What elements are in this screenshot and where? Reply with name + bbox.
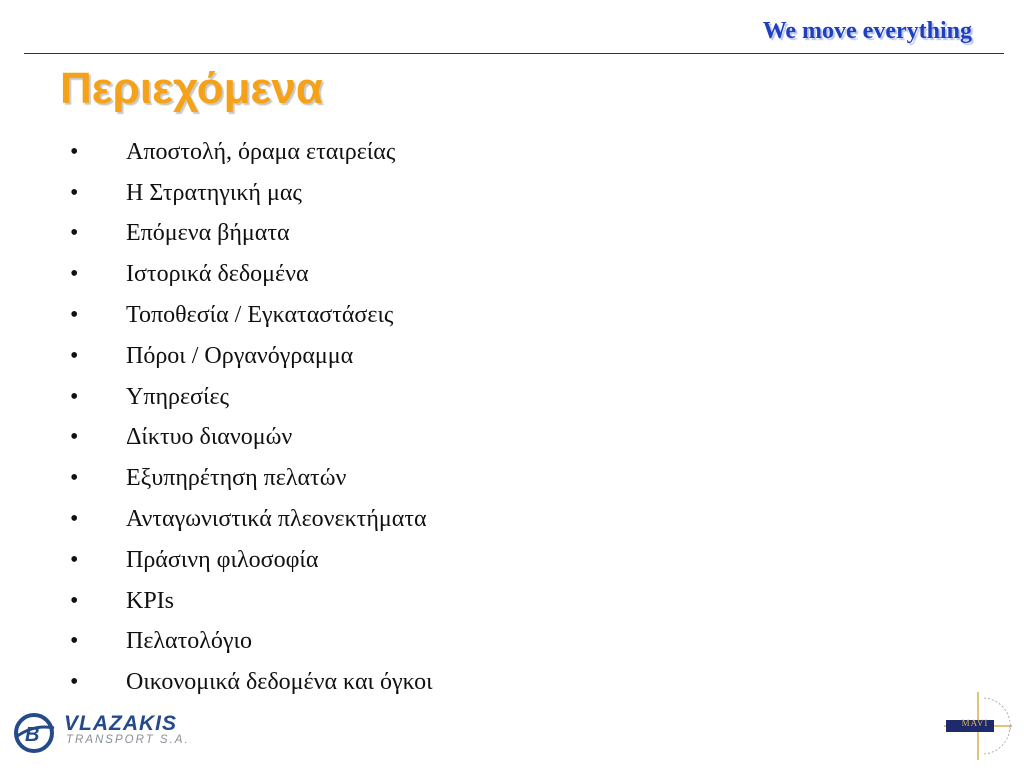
list-item (70, 173, 433, 214)
list-item (70, 499, 433, 540)
partner-logo-name: MAVI (961, 718, 989, 728)
bullet-icon: • (70, 179, 79, 206)
list-item-label: Ανταγωνιστικά πλεονεκτήματα (126, 506, 427, 533)
list-item (70, 662, 433, 703)
list-item-label: Υπηρεσίες (126, 383, 230, 410)
list-item-label: Τοποθεσία / Εγκαταστάσεις (126, 302, 394, 329)
list-item (70, 540, 433, 581)
list-item (70, 377, 433, 418)
list-item (70, 622, 433, 663)
company-logo-subtitle: TRANSPORT S.A. (66, 734, 190, 746)
list-item (70, 418, 433, 459)
vlazakis-logo (12, 708, 212, 758)
bullet-icon: • (70, 424, 79, 451)
bullet-icon: • (70, 546, 79, 573)
list-item-label: Εξυπηρέτηση πελατών (126, 465, 347, 492)
bullet-icon: • (70, 587, 79, 614)
list-item-label: Πελατολόγιο (126, 628, 252, 655)
list-item-label: Αποστολή, όραμα εταιρείας (126, 138, 396, 165)
company-tagline: We move everything (762, 18, 972, 44)
list-item-label: Ιστορικά δεδομένα (126, 261, 309, 288)
header-divider (24, 53, 1004, 54)
bullet-icon: • (70, 465, 79, 492)
list-item (70, 336, 433, 377)
svg-text:B: B (25, 724, 40, 746)
list-item-label: Πόροι / Οργανόγραμμα (126, 342, 354, 369)
bullet-icon: • (70, 342, 79, 369)
list-item-label: KPIs (126, 587, 175, 614)
bullet-icon: • (70, 669, 79, 696)
bullet-icon: • (70, 261, 79, 288)
list-item (70, 254, 433, 295)
bullet-icon: • (70, 628, 79, 655)
list-item-label: Η Στρατηγική μας (126, 179, 302, 206)
bullet-icon: • (70, 138, 79, 165)
page-title: Περιεχόμενα (60, 64, 323, 113)
mavi-logo (940, 690, 1015, 762)
bullet-icon: • (70, 302, 79, 329)
list-item-label: Πράσινη φιλοσοφία (126, 546, 319, 573)
list-item-label: Επόμενα βήματα (126, 220, 290, 247)
bullet-icon: • (70, 383, 79, 410)
list-item-label: Οικονομικά δεδομένα και όγκοι (126, 669, 433, 696)
bullet-icon: • (70, 220, 79, 247)
bullet-icon: • (70, 506, 79, 533)
company-logo-name: VLAZAKIS (64, 712, 177, 735)
list-item (70, 581, 433, 622)
list-item (70, 132, 433, 173)
list-item (70, 458, 433, 499)
contents-list (70, 132, 433, 703)
list-item (70, 295, 433, 336)
list-item-label: Δίκτυο διανομών (126, 424, 293, 451)
vlazakis-logo-icon (12, 710, 58, 756)
list-item (70, 214, 433, 255)
